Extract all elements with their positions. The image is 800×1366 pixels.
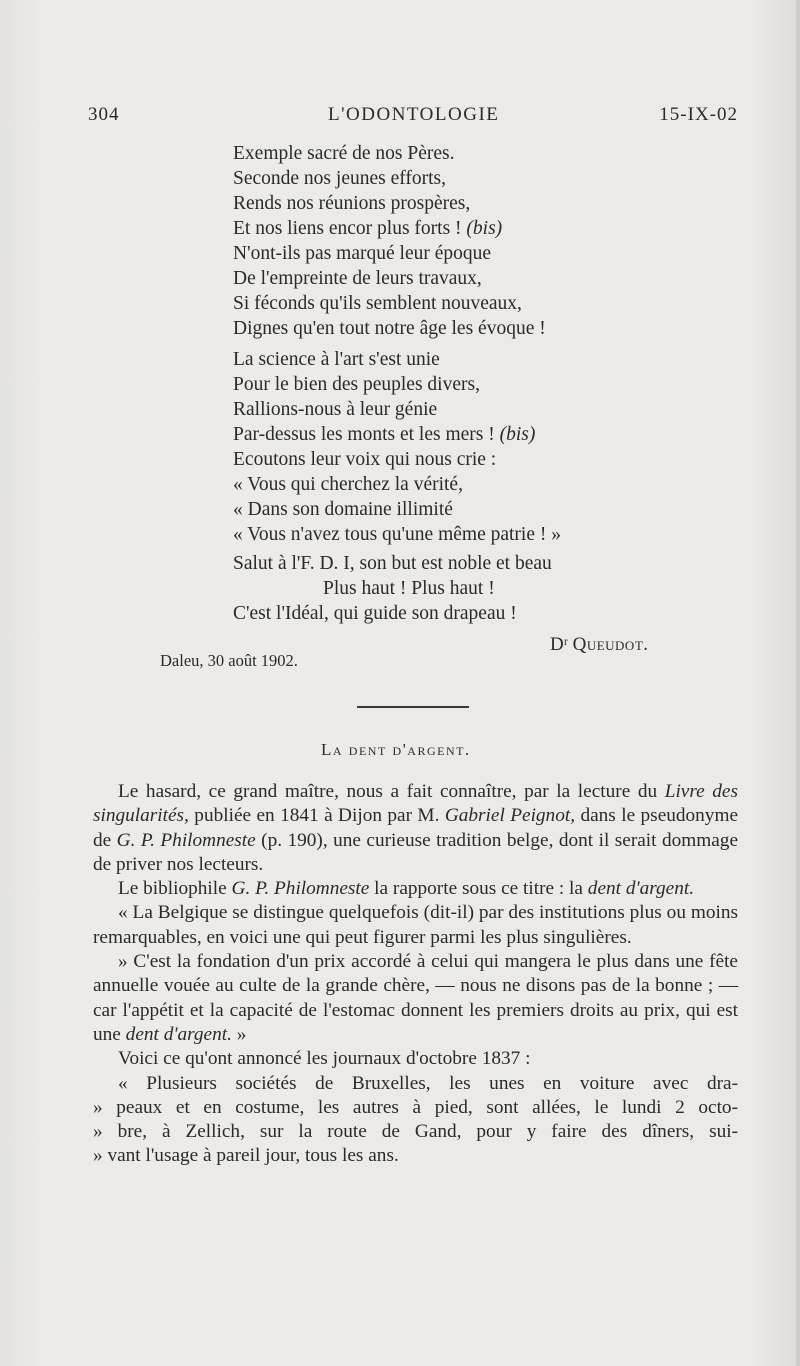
poem-line: « Vous qui cherchez la vérité, xyxy=(233,474,463,495)
poem-line: Rallions-nous à leur génie xyxy=(233,399,438,420)
quote-line: » bre, à Zellich, sur la route de Gand, pour y faire des dîners, sui- xyxy=(93,1121,738,1143)
emphasis: dent d'argent. xyxy=(125,1023,232,1045)
text-run: Le hasard, ce grand maître, nous a fait connaître, par la lecture du xyxy=(118,781,665,802)
article-title: La dent d'argent. xyxy=(321,740,471,759)
poem-line: De l'empreinte de leurs travaux, xyxy=(233,268,482,289)
quote-line: « Plusieurs sociétés de Bruxelles, les unes en voiture avec dra- xyxy=(118,1072,738,1094)
signature-name: Queudot. xyxy=(572,634,649,655)
quote-line: » vant l'usage à pareil jour, tous les ans. xyxy=(93,1145,399,1167)
text-run: » C'est la fondation d'un prix accordé à celui qui mangera le plus dans une fête annuelle vouée au culte de la grande chère, — nous ne disons pas de la bonne ; — car l'appétit et la capacité de l'estomac donnent les premiers droits au prix, qui est une xyxy=(93,951,738,1045)
bis-marker: (bis) xyxy=(466,218,503,239)
author-name: Gabriel Peignot, xyxy=(444,805,576,827)
page-header xyxy=(88,104,738,130)
poem-line: Si féconds qu'ils semblent nouveaux, xyxy=(233,293,522,314)
poem-refrain xyxy=(233,551,552,626)
paragraph: Voici ce qu'ont annoncé les journaux d'octobre 1837 : xyxy=(118,1048,531,1070)
poem-line-text: Et nos liens encor plus forts ! xyxy=(233,218,467,239)
page-number: 304 xyxy=(88,104,120,125)
paragraph xyxy=(93,877,738,901)
place-date: Daleu, 30 août 1902. xyxy=(160,651,298,670)
poem-line xyxy=(233,216,546,241)
article-body xyxy=(93,780,738,1169)
text-run: publiée en 1841 à Dijon par M. xyxy=(188,805,445,827)
text-run: dans le pseudonyme de xyxy=(93,805,739,851)
emphasis: dent d'argent. xyxy=(587,878,695,900)
text-run: » xyxy=(231,1023,247,1045)
poem-line: « Dans son domaine illimité xyxy=(233,499,453,520)
poem-line: Plus haut ! Plus haut ! xyxy=(323,578,495,599)
poem-line: « Vous n'avez tous qu'une même patrie ! » xyxy=(233,524,561,545)
poem-line: C'est l'Idéal, qui guide son drapeau ! xyxy=(233,603,517,624)
poem-stanza-1 xyxy=(233,141,546,341)
paragraph xyxy=(93,950,738,1047)
paragraph: « La Belgique se distingue quelquefois (dit-il) par des institutions plus ou moins remarquables, en voici une qui peut figurer parmi les plus singulières. xyxy=(93,902,738,948)
pseudonym: G. P. Philomneste xyxy=(116,829,256,851)
page-edge xyxy=(796,0,800,1366)
poem-line: N'ont-ils pas marqué leur époque xyxy=(233,243,492,264)
issue-date: 15-IX-02 xyxy=(659,104,738,125)
paragraph xyxy=(93,780,738,877)
poem-line-text: Par-dessus les monts et les mers ! xyxy=(233,424,500,445)
poem-line: La science à l'art s'est unie xyxy=(233,349,440,370)
bis-marker: (bis) xyxy=(499,424,536,445)
text-run: Le bibliophile xyxy=(118,878,232,900)
poem-line: Rends nos réunions prospères, xyxy=(233,193,471,214)
running-title: L'ODONTOLOGIE xyxy=(328,104,500,125)
poem-line: Exemple sacré de nos Pères. xyxy=(233,143,455,164)
pseudonym: G. P. Philomneste xyxy=(231,878,370,900)
poem-stanza-2 xyxy=(233,347,561,547)
book-title: Livre des singularités, xyxy=(93,781,738,827)
poem-line: Pour le bien des peuples divers, xyxy=(233,374,480,395)
text-run: la rapporte sous ce titre : la xyxy=(369,878,588,900)
signature-title: Dʳ xyxy=(550,634,568,655)
quote-line: » peaux et en costume, les autres à pied, sont allées, le lundi 2 octo- xyxy=(93,1096,738,1118)
signature xyxy=(550,634,649,656)
poem-line: Dignes qu'en tout notre âge les évoque ! xyxy=(233,318,546,339)
poem-line: Salut à l'F. D. I, son but est noble et beau xyxy=(233,553,552,574)
poem-line xyxy=(233,422,561,447)
section-divider xyxy=(357,706,469,708)
poem-line: Seconde nos jeunes efforts, xyxy=(233,168,447,189)
poem-line: Ecoutons leur voix qui nous crie : xyxy=(233,449,497,470)
text-run: (p. 190), une curieuse tradition belge, dont il serait dommage de priver nos lecteurs. xyxy=(93,829,739,875)
